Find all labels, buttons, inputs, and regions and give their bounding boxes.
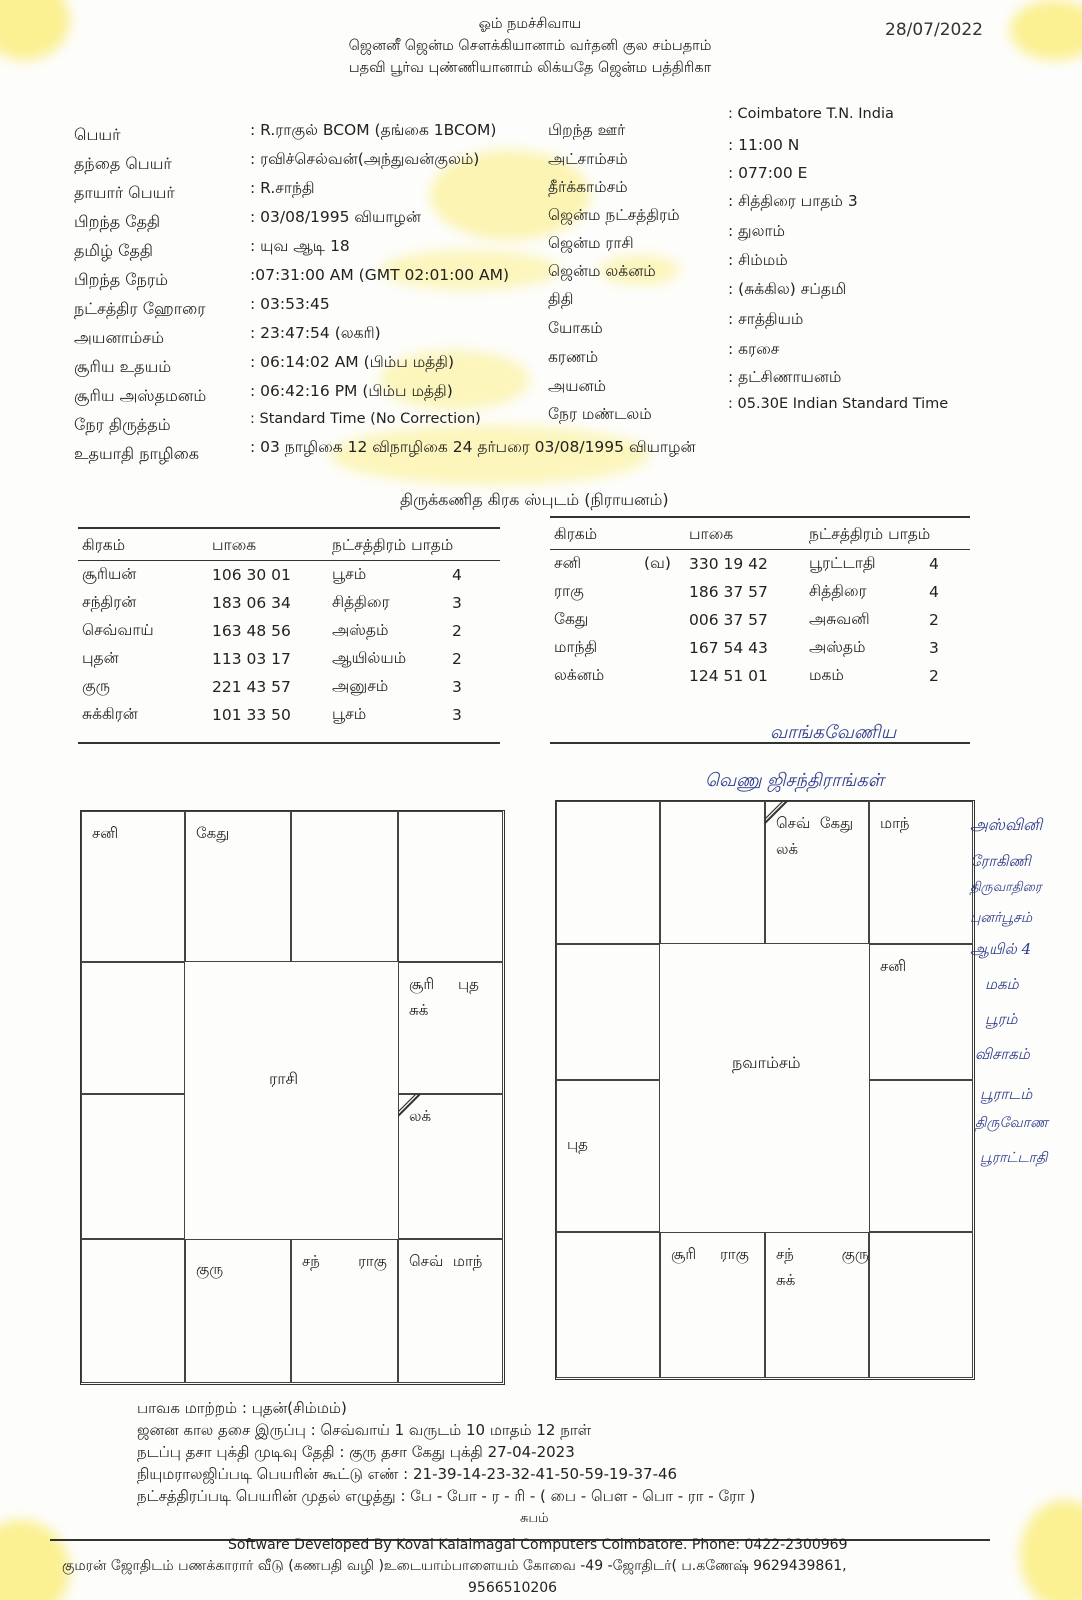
col-header-retro [640,519,685,550]
navamsa-house: செவ் கேது லக் [765,801,869,944]
planet-degree: 183 06 34 [212,593,291,612]
planet-row [550,578,970,606]
detail-label: பிறந்த ஊர் [548,121,626,139]
stain [1020,1500,1082,1600]
footer-software: Software Developed By Kovai Kalaimagal Computers Coimbatore. Phone: 0422-2300969 [228,1537,848,1553]
footer-phone2: 9566510206 [468,1580,558,1596]
planet-degree: 124 51 01 [689,666,768,685]
handwritten-note: திருவாதிரை [970,880,1042,895]
detail-label: அட்சாம்சம் [548,150,628,168]
planet-row [78,561,500,589]
planet-star: அனுசம் [332,676,389,695]
handwritten-note: அஸ்வினி [970,815,1043,834]
rasi-house: லக் [398,1094,503,1239]
planet-row [550,634,970,662]
planet-name: செவ்வாய் [82,620,154,639]
detail-value: : சிம்மம் [728,251,788,269]
planet-name: லக்னம் [554,665,605,684]
planet-star: மகம் [809,665,844,684]
handwritten-note: ரோகிணி [970,852,1031,870]
detail-label: திதி [548,290,574,308]
rasi-house: செவ் மாந் [398,1239,503,1383]
planet-row [78,645,500,673]
detail-value: :07:31:00 AM (GMT 02:01:00 AM) [250,266,510,284]
handwritten-note: விசாகம் [975,1045,1030,1063]
detail-label: ஜென்ம லக்னம் [548,262,656,280]
rasi-house: கேது [185,811,291,962]
planet-star: அஸ்தம் [809,637,866,656]
detail-value: : 06:14:02 AM (பிம்ப மத்தி) [250,353,455,371]
planet-degree: 101 33 50 [212,705,291,724]
detail-label: நட்சத்திர ஹோரை [74,299,206,318]
rasi-house: சனி [81,811,185,962]
detail-label: தீர்க்காம்சம் [548,178,628,196]
detail-label: அயனாம்சம் [74,328,164,347]
rasi-house: சந் ராகு [291,1239,398,1383]
rasi-house [81,1239,185,1383]
planet-star: சித்திரை [332,592,390,611]
planet-row [550,662,970,690]
planet-retro [640,578,685,606]
planet-name: ராகு [554,581,584,600]
planet-row [78,589,500,617]
navamsa-house [660,801,765,944]
planet-degree: 330 19 42 [689,554,768,573]
planet-star: பூரட்டாதி [809,553,876,572]
rasi-house [291,811,398,962]
navamsa-chart [555,800,975,1380]
planet-pada: 3 [929,638,939,657]
planet-star: ஆயில்யம் [332,648,407,667]
handwritten-note: திருவோண [975,1115,1048,1131]
detail-value: : 11:00 N [728,136,800,154]
planet-star: சித்திரை [809,581,867,600]
detail-value: : 03 நாழிகை 12 விநாழிகை 24 தர்பரை 03/08/1995 வியாழன் [250,438,696,456]
print-date: 28/07/2022 [885,20,983,40]
detail-label: தந்தை பெயர் [74,154,172,173]
detail-label: கரணம் [548,348,599,366]
detail-value: : 077:00 E [728,164,808,182]
detail-value: : 03:53:45 [250,295,330,313]
table-rule [550,742,970,744]
planet-pada: 3 [452,705,462,724]
planet-degree: 113 03 17 [212,649,291,668]
detail-label: ஜென்ம ராசி [548,234,634,252]
stain [1010,0,1082,60]
footer-bhava: பாவக மாற்றம் : புதன்(சிம்மம்) [137,1399,347,1417]
detail-value: : 06:42:16 PM (பிம்ப மத்தி) [250,382,453,400]
planet-retro: (வ) [644,553,671,572]
planet-degree: 106 30 01 [212,565,291,584]
footer-dasa-end: நடப்பு தசா புக்தி முடிவு தேதி : குரு தசா கேது புக்தி 27-04-2023 [137,1443,575,1461]
handwritten-note: பூராட்டாதி [980,1150,1048,1166]
detail-value: : கரசை [728,340,780,358]
navamsa-house [869,1080,973,1232]
detail-label: தமிழ் தேதி [74,241,154,260]
planet-pada: 3 [452,593,462,612]
planet-name: சூரியன் [82,564,137,583]
col-header-star: நட்சத்திரம் [809,525,884,543]
footer-name-letters: நட்சத்திரப்படி பெயரின் முதல் எழுத்து : பே - போ - ர - ரி - ( பை - பௌ - பொ - ரா - ரோ ) [137,1487,756,1505]
stain [0,0,70,60]
planet-row [78,673,500,701]
planet-name: சுக்கிரன் [82,704,138,723]
planet-degree: 167 54 43 [689,638,768,657]
lagna-marker-icon [765,801,789,825]
planet-pada: 2 [452,649,462,668]
navamsa-house: சனி [869,944,973,1080]
handwritten-note: வாங்கவேணிய [770,722,897,743]
detail-value: : R.சாந்தி [250,179,315,197]
detail-label: நேர திருத்தம் [74,415,171,434]
detail-value: : சித்திரை பாதம் 3 [728,192,858,210]
navamsa-house [869,1232,973,1378]
planet-pada: 4 [929,582,939,601]
col-header-pada: பாதம் [888,525,931,543]
detail-value: : R.ராகுல் BCOM (தங்கை 1BCOM) [250,121,497,139]
detail-label: ஜென்ம நட்சத்திரம் [548,206,680,224]
stain [0,1520,70,1600]
planet-degree: 186 37 57 [689,582,768,601]
navamsa-house [556,944,660,1080]
table-rule [550,516,970,518]
handwritten-note: புனர்பூசம் [970,910,1033,926]
header-line2: ஜெனனீ ஜென்ம சௌக்கியானாம் வர்தனி குல சம்பதாம் [348,38,712,54]
handwritten-note: வெணு ஜிசந்திராங்கள் [705,770,885,791]
lagna-marker-icon [398,1094,422,1118]
header-line1: ஓம் நமச்சிவாய [478,16,582,32]
navamsa-house [556,801,660,944]
detail-value: : 05.30E Indian Standard Time [728,396,949,412]
detail-label: தாயார் பெயர் [74,183,175,202]
planet-row [78,617,500,645]
planet-name: புதன் [82,648,119,667]
navamsa-house: மாந் [869,801,973,944]
planet-pada: 2 [929,610,939,629]
navamsa-center-label: நவாம்சம் [732,1053,801,1072]
detail-label: பிறந்த நேரம் [74,270,169,289]
detail-value: : 23:47:54 (லகரி) [250,324,381,342]
planet-row [550,606,970,634]
detail-value: : தட்சிணாயனம் [728,368,842,386]
planet-name: சனி [554,553,582,572]
rasi-house: குரு [185,1239,291,1383]
planet-table-right [550,519,970,690]
detail-value: : 03/08/1995 வியாழன் [250,208,421,226]
detail-label: சூரிய அஸ்தமனம் [74,386,207,405]
detail-value: : சாத்தியம் [728,310,804,328]
rasi-house [398,811,503,962]
detail-value: : யுவ ஆடி 18 [250,237,350,255]
handwritten-note: மகம் [985,975,1019,993]
col-header-graham: கிரகம் [550,519,640,550]
footer-dasa-balance: ஜனன கால தசை இருப்பு : செவ்வாய் 1 வருடம் 10 மாதம் 12 நாள் [137,1421,592,1439]
handwritten-note: பூராடம் [980,1085,1033,1103]
col-header-bagai: பாகை [208,530,328,561]
planet-pada: 2 [452,621,462,640]
detail-label: யோகம் [548,319,603,337]
detail-value: : Standard Time (No Correction) [250,411,481,427]
handwritten-note: பூரம் [985,1010,1018,1028]
detail-label: பெயர் [74,125,121,144]
col-header-pada: பாதம் [411,536,454,554]
col-header-bagai: பாகை [685,519,805,550]
planet-star: பூசம் [332,704,367,723]
table-rule [78,742,500,744]
planet-star: அஸ்தம் [332,620,389,639]
planet-star: பூசம் [332,564,367,583]
planet-pada: 3 [452,677,462,696]
detail-label: பிறந்த தேதி [74,212,161,231]
rasi-chart [80,810,505,1385]
detail-value: : (சுக்கில) சப்தமி [728,280,847,298]
detail-label: சூரிய உதயம் [74,357,172,376]
rasi-house [81,1094,185,1239]
navamsa-house [556,1232,660,1378]
detail-value: : துலாம் [728,222,786,240]
handwritten-note: ஆயில் 4 [970,940,1032,958]
planet-star: அசுவனி [809,609,870,628]
footer-subham: சுபம் [520,1511,549,1526]
planet-retro [640,634,685,662]
planet-row [550,550,970,578]
navamsa-house: சூரி ராகு [660,1232,765,1378]
detail-label: உதயாதி நாழிகை [74,444,199,463]
planet-name: சந்திரன் [82,592,137,611]
planet-name: கேது [554,609,589,628]
detail-label: நேர மண்டலம் [548,405,652,423]
planet-name: மாந்தி [554,637,598,656]
detail-value: : Coimbatore T.N. India [728,106,894,122]
planet-degree: 006 37 57 [689,610,768,629]
planet-table-left [78,530,500,729]
planet-row [78,701,500,729]
rasi-house: சூரி புத சுக் [398,962,503,1094]
detail-label: அயனம் [548,377,607,395]
planet-degree: 221 43 57 [212,677,291,696]
navamsa-house: சந் குரு சுக் [765,1232,869,1378]
footer-address: குமரன் ஜோதிடம் பணக்காரார் வீடு (கணபதி வழி )உடையாம்பாளையம் கோவை -49 -ஜோதிடர்( ப.கணேஷ் 9629439861, [62,1558,847,1574]
col-header-star-pada [805,519,970,550]
navamsa-house: புத [556,1080,660,1232]
rasi-center-label: ராசி [269,1069,299,1088]
planet-table-title: திருக்கணித கிரக ஸ்புடம் (நிராயனம்) [400,490,669,509]
footer-numerology: நியுமராலஜிப்படி பெயரின் கூட்டு எண் : 21-39-14-23-32-41-50-59-19-37-46 [137,1465,678,1483]
col-header-star-pada [328,530,500,561]
planet-retro [640,662,685,690]
planet-pada: 2 [929,666,939,685]
rasi-house [81,962,185,1094]
planet-pada: 4 [452,565,462,584]
planet-name: குரு [82,676,111,695]
header-line3: பதவி பூர்வ புண்ணியானாம் லிக்யதே ஜென்ம பத்திரிகா [348,60,712,76]
planet-degree: 163 48 56 [212,621,291,640]
col-header-graham: கிரகம் [78,530,208,561]
planet-pada: 4 [929,554,939,573]
detail-value: : ரவிச்செல்வன்(அந்துவன்குலம்) [250,150,480,168]
col-header-star: நட்சத்திரம் [332,536,407,554]
table-rule [78,527,500,529]
planet-retro [640,606,685,634]
